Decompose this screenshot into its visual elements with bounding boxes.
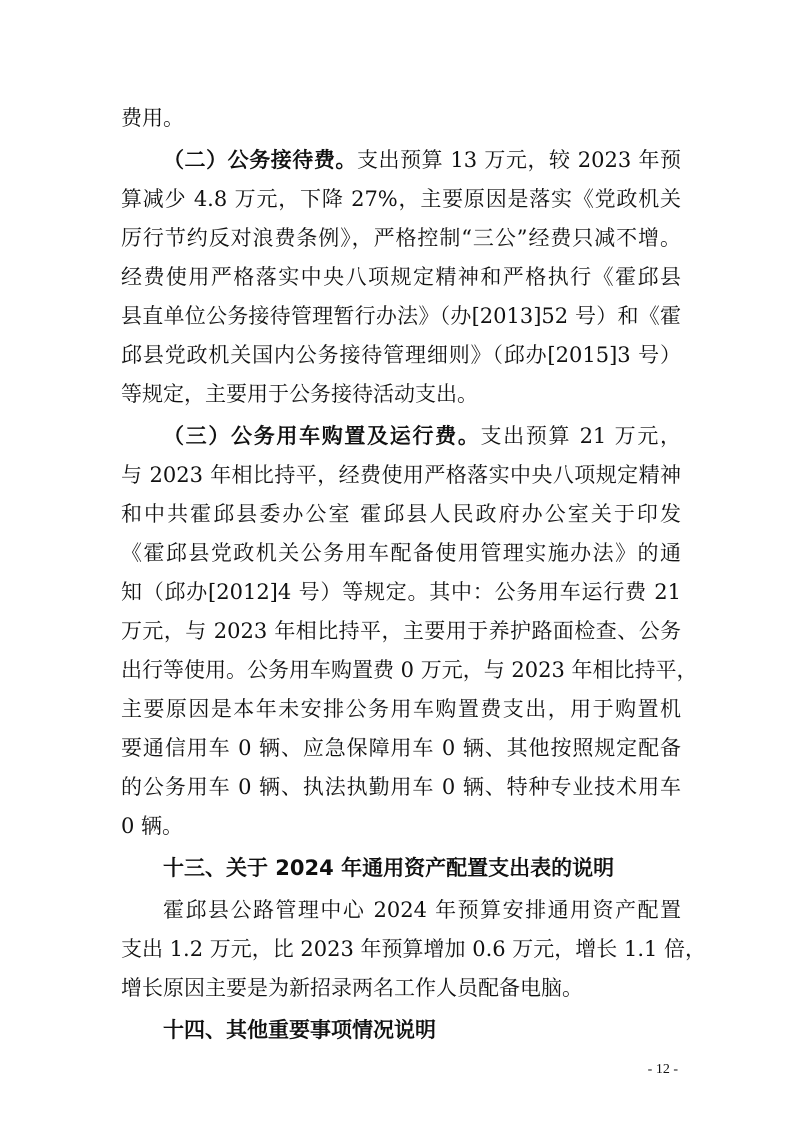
text-line: 支出 1.2 万元，比 2023 年预算增加 0.6 万元，增长 1.1 倍，	[121, 937, 707, 961]
text-line: 0 辆。	[121, 814, 184, 838]
text-line: 邱县党政机关国内公务接待管理细则》（邱办[2015]3 号）	[121, 343, 681, 367]
text-line: 主要原因是本年未安排公务用车购置费支出，用于购置机	[121, 697, 681, 721]
text-line: 费用。	[121, 106, 184, 130]
text-span: 支出预算 13 万元，较 2023 年预	[356, 148, 681, 172]
text-line: 与 2023 年相比持平，经费使用严格落实中央八项规定精神	[121, 463, 681, 487]
section-heading-14: 十四、其他重要事项情况说明	[163, 1018, 436, 1042]
text-line: 的公务用车 0 辆、执法执勤用车 0 辆、特种专业技术用车	[121, 775, 681, 799]
text-line: 厉行节约反对浪费条例》，严格控制“三公”经费只减不增。	[121, 226, 681, 250]
text-line: 《霍邱县党政机关公务用车配备使用管理实施办法》的通	[121, 541, 681, 565]
text-line: 出行等使用。公务用车购置费 0 万元，与 2023 年相比持平，	[121, 658, 698, 682]
paragraph-line-public-reception	[163, 140, 681, 180]
text-line: 知（邱办[2012]4 号）等规定。其中：公务用车运行费 21	[121, 580, 681, 604]
section-heading-13: 十三、关于 2024 年通用资产配置支出表的说明	[163, 856, 615, 880]
text-line: 霍邱县公路管理中心 2024 年预算安排通用资产配置	[163, 898, 681, 922]
text-line: 县直单位公务接待管理暂行办法》（办[2013]52 号）和《霍	[121, 304, 681, 328]
paragraph-line-official-vehicles	[163, 416, 681, 456]
page-number: - 12 -	[647, 1062, 678, 1077]
section-subheading: （二）公务接待费。	[163, 148, 357, 172]
text-line: 经费使用严格落实中央八项规定精神和严格执行《霍邱县	[121, 265, 681, 289]
text-line: 和中共霍邱县委办公室 霍邱县人民政府办公室关于印发	[121, 502, 681, 526]
text-line: 万元，与 2023 年相比持平，主要用于养护路面检查、公务	[121, 619, 681, 643]
text-line: 增长原因主要是为新招录两名工作人员配备电脑。	[121, 976, 583, 1000]
section-subheading: （三）公务用车购置及运行费。	[163, 424, 481, 448]
text-span: 支出预算 21 万元，	[480, 424, 681, 448]
text-line: 要通信用车 0 辆、应急保障用车 0 辆、其他按照规定配备	[121, 736, 681, 760]
text-line: 等规定，主要用于公务接待活动支出。	[121, 382, 478, 406]
text-line: 算减少 4.8 万元，下降 27%，主要原因是落实《党政机关	[121, 187, 681, 211]
